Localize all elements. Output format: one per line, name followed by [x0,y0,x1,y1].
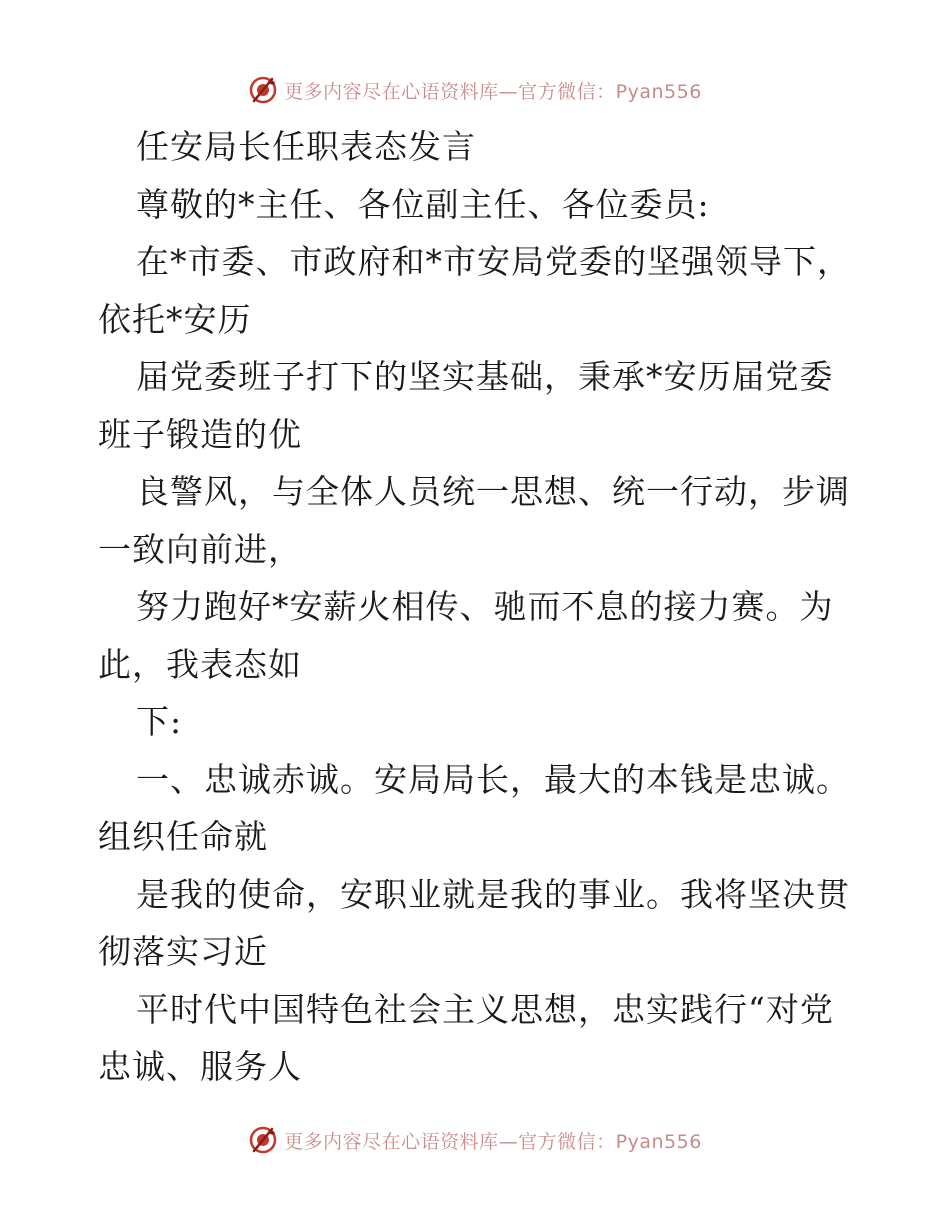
document-line: 努力跑好*安薪火相传、驰而不息的接力赛。为 [136,587,834,626]
document-line: 尊敬的*主任、各位副主任、各位委员: [136,184,710,224]
document-line: 忠诚、服务人 [98,1047,302,1086]
document-line: 一、忠诚赤诚。安局局长，最大的本钱是忠诚。 [136,759,850,799]
footer-watermark-banner [0,1120,950,1160]
document-line: 此，我表态如 [98,644,302,684]
watermark-text: 更多内容尽在心语资料库—官方微信：Pyan556 [284,1130,702,1153]
document-line: 届党委班子打下的坚实基础，秉承*安历届党委 [136,357,834,396]
document-line: 在*市委、市政府和*市安局党委的坚强领导下， [136,242,851,281]
document-line: 平时代中国特色社会主义思想，忠实践行“对党 [136,989,834,1029]
document-line: 依托*安历 [98,299,252,339]
document-line: 组织任命就 [98,817,268,856]
document-title: 任安局长任职表态发言 [136,127,476,166]
document-line: 下: [136,702,183,741]
document-line: 班子锻造的优 [98,414,302,454]
quill-pen-logo-icon [248,75,278,105]
document-line: 良警风，与全体人员统一思想、统一行动，步调 [136,472,850,511]
watermark-text: 更多内容尽在心语资料库—官方微信：Pyan556 [284,80,702,103]
document-line: 彻落实习近 [98,932,268,971]
header-watermark-banner [0,70,950,110]
quill-pen-logo-icon [248,1125,278,1155]
document-line: 一致向前进， [98,529,302,569]
document-line: 是我的使命，安职业就是我的事业。我将坚决贯 [136,874,850,914]
document-body [98,118,868,1096]
